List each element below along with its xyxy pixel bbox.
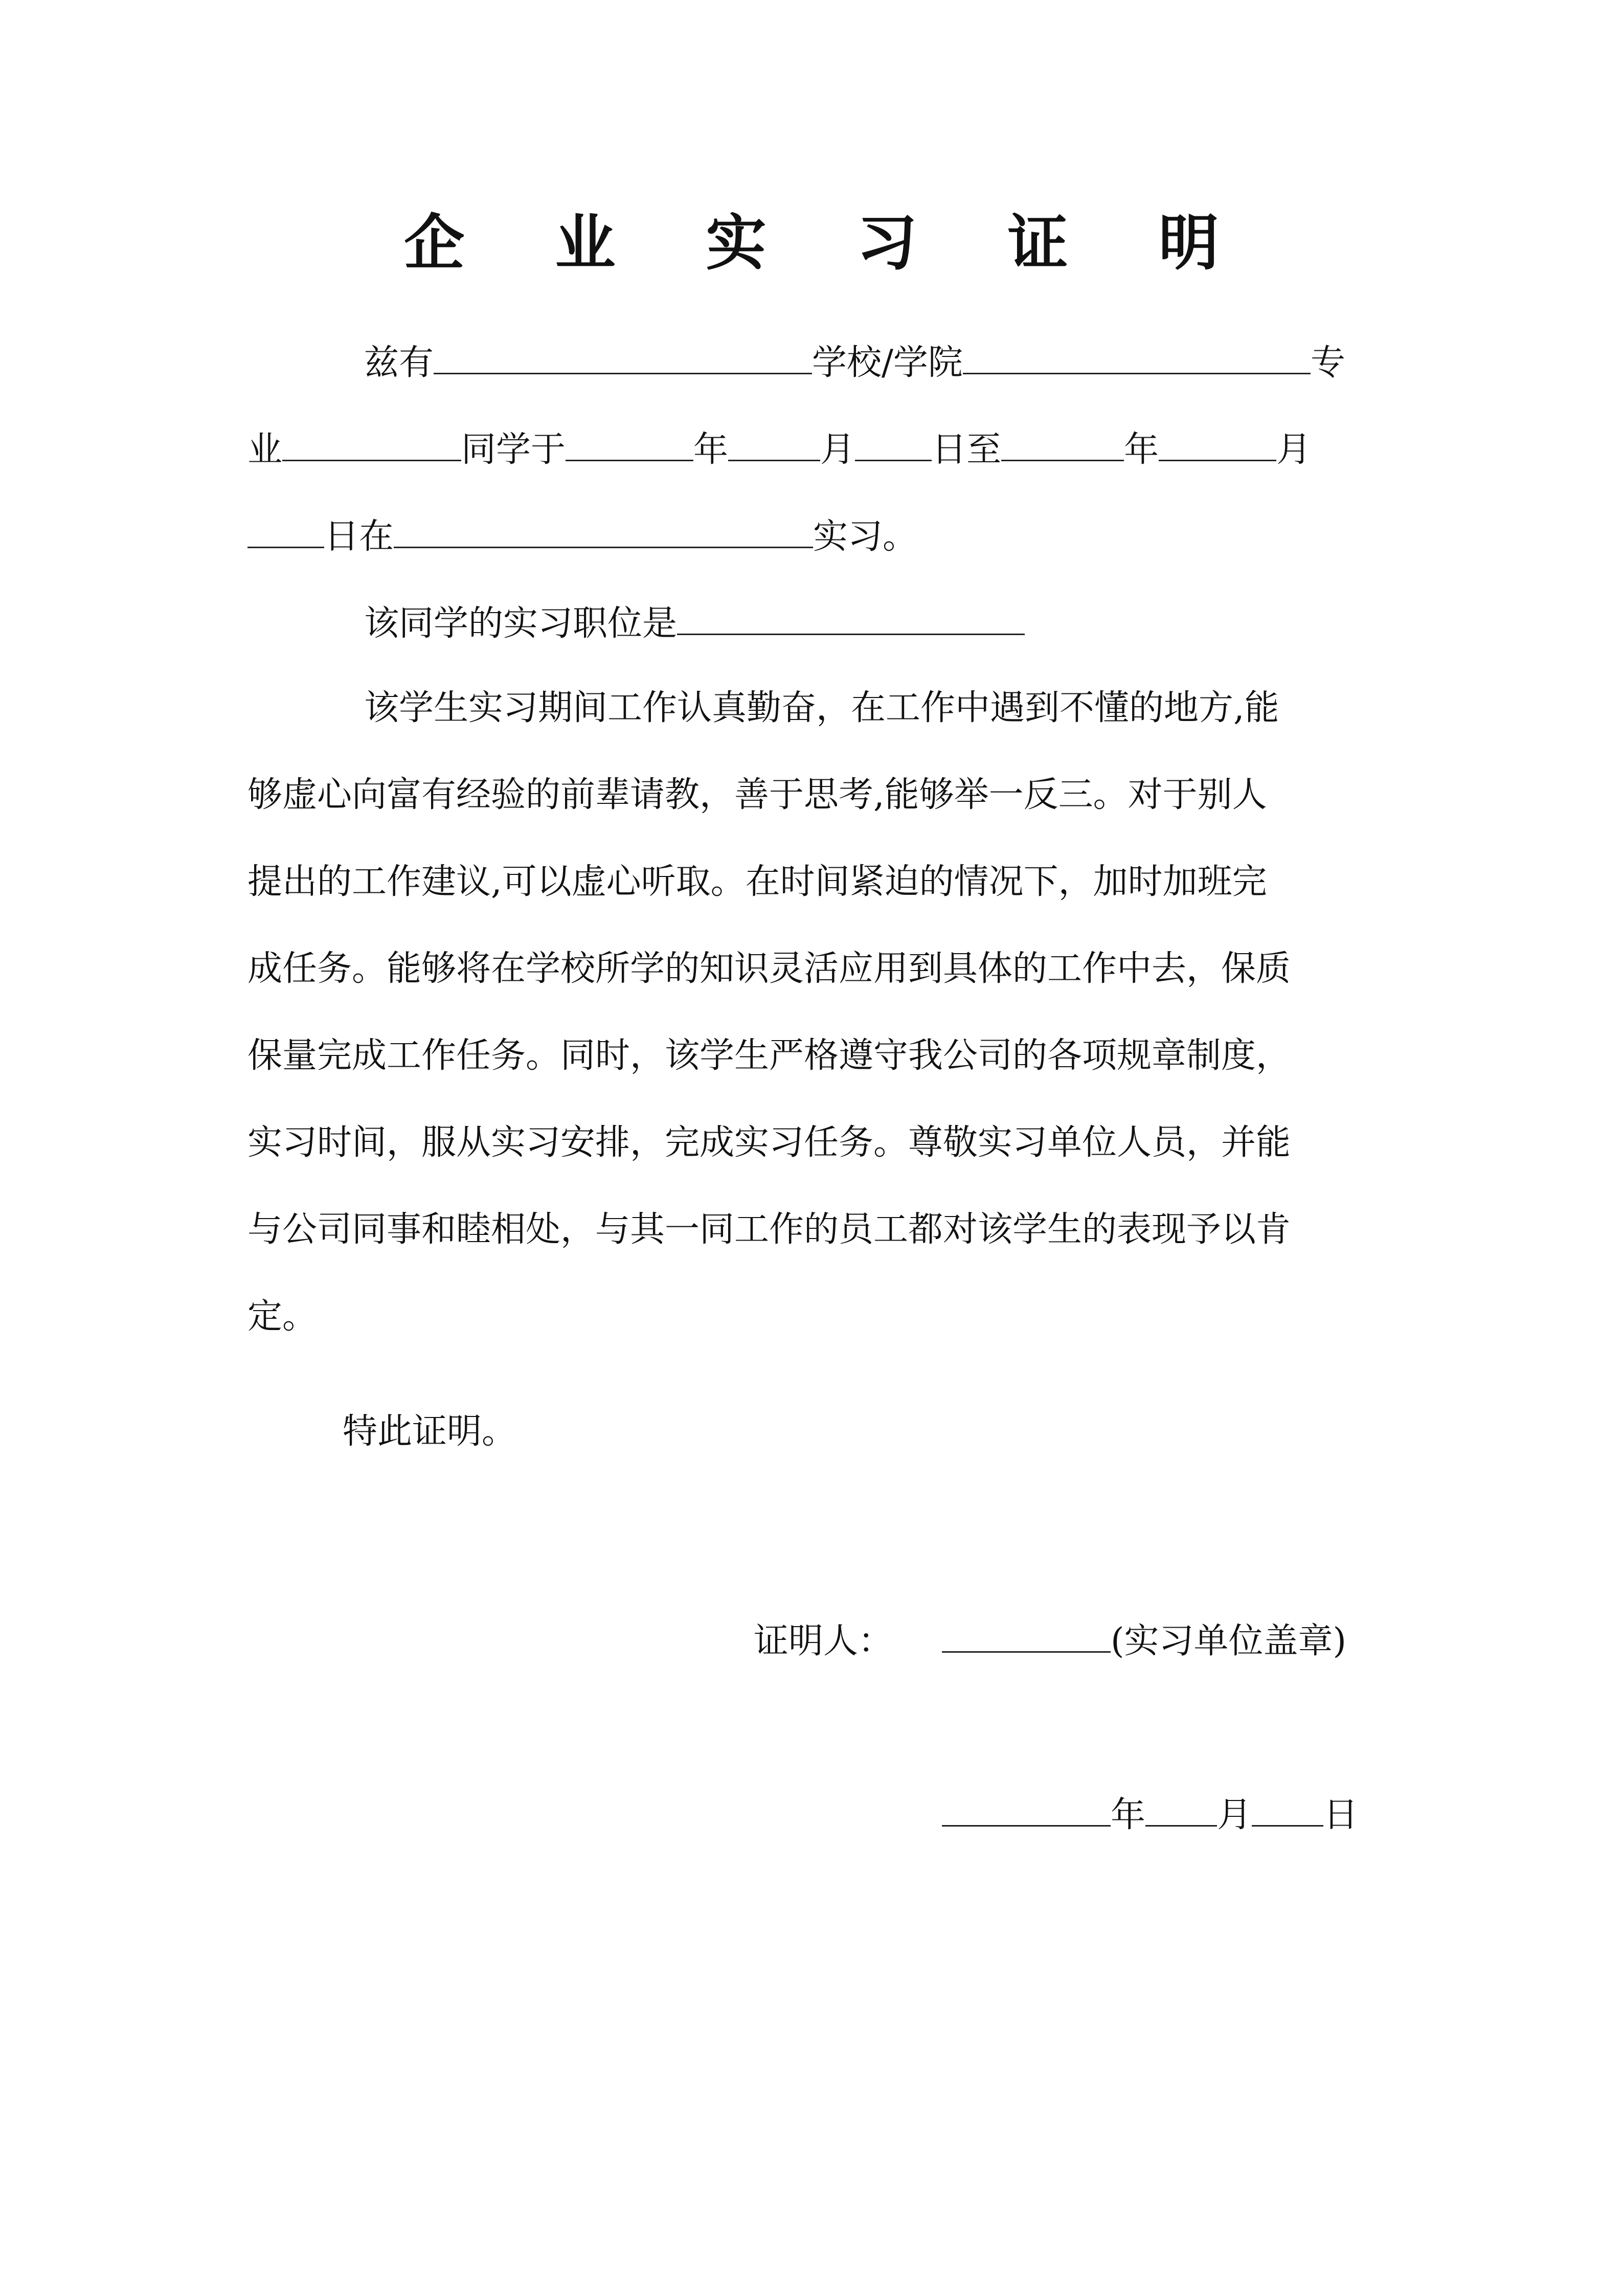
signature-blank[interactable]: [942, 1619, 1111, 1653]
start-year-blank[interactable]: [566, 428, 693, 461]
date-year-blank[interactable]: [942, 1793, 1111, 1827]
body-line: 实习时间，服从实习安排，完成实习任务。尊敬实习单位人员，并能: [247, 1122, 1291, 1163]
text-month-1: 月: [820, 430, 855, 470]
date-day-blank[interactable]: [1252, 1793, 1323, 1827]
body-line: 成任务。能够将在学校所学的知识灵活应用到具体的工作中去，保质: [247, 949, 1291, 989]
date-month-label: 月: [1217, 1795, 1252, 1835]
text-zhuan: 专: [1310, 343, 1345, 383]
text-rizai: 日在: [324, 516, 394, 557]
position-line: [364, 601, 1025, 647]
major-blank[interactable]: [963, 341, 1311, 374]
body-line: 定。: [247, 1296, 318, 1337]
signature-label: 证明人：: [754, 1621, 893, 1661]
date-month-blank[interactable]: [1145, 1793, 1217, 1827]
date-year-label: 年: [1111, 1795, 1146, 1835]
start-day-blank[interactable]: [855, 428, 932, 461]
stamp-note: (实习单位盖章): [1111, 1621, 1347, 1661]
signature-line: [754, 1618, 893, 1664]
end-year-blank[interactable]: [1001, 428, 1124, 461]
intro-line-3: [247, 514, 917, 560]
body-line: 与公司同事和睦相处，与其一同工作的员工都对该学生的表现予以肯: [247, 1209, 1291, 1250]
end-day-blank[interactable]: [247, 515, 324, 548]
end-month-blank[interactable]: [1159, 428, 1276, 461]
text-shixi: 实习。: [813, 516, 918, 557]
position-label: 该同学的实习职位是: [364, 603, 678, 644]
body-line: 提出的工作建议,可以虚心听取。在时间紧迫的情况下，加时加班完: [247, 862, 1267, 902]
text-year-2: 年: [1124, 430, 1159, 470]
date-line: [942, 1792, 1358, 1838]
text-year-1: 年: [693, 430, 729, 470]
body-line: 保量完成工作任务。同时，该学生严格遵守我公司的各项规章制度，: [247, 1036, 1291, 1076]
intro-line-1: [364, 340, 1345, 386]
text-ye: 业: [247, 430, 283, 470]
text-month-2: 月: [1276, 430, 1312, 470]
text-tongxueyu: 同学于: [461, 430, 566, 470]
signature-fill: [942, 1618, 1346, 1664]
document-title: 企 业 实 习 证 明: [404, 207, 1254, 278]
intro-line-2: [247, 427, 1311, 473]
text-ziyou: 兹有: [364, 343, 434, 383]
date-day-label: 日: [1323, 1795, 1359, 1835]
body-line: 够虚心向富有经验的前辈请教，善于思考,能够举一反三。对于别人: [247, 775, 1267, 815]
student-name-blank[interactable]: [282, 428, 461, 461]
body-line: 该学生实习期间工作认真勤奋，在工作中遇到不懂的地方,能: [364, 688, 1279, 728]
closing-text: 特此证明。: [343, 1411, 517, 1452]
text-rizhi: 日至: [932, 430, 1002, 470]
start-month-blank[interactable]: [728, 428, 820, 461]
school-blank[interactable]: [434, 341, 812, 374]
company-blank[interactable]: [394, 515, 813, 548]
text-school: 学校/学院: [812, 343, 963, 383]
position-blank[interactable]: [677, 602, 1025, 635]
